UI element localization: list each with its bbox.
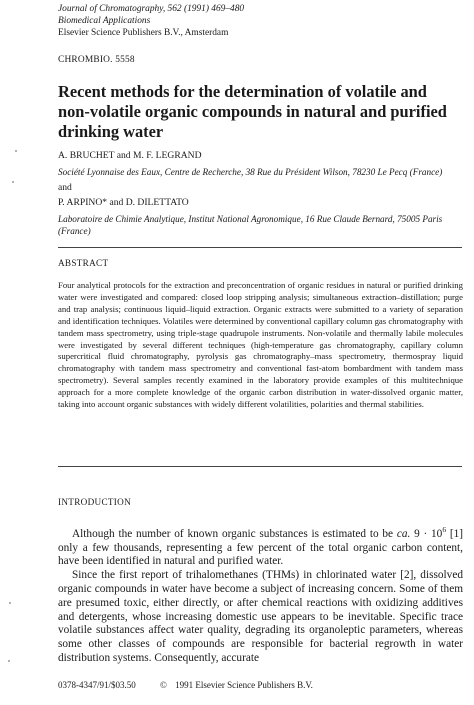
affiliation-secondary: Laboratoire de Chimie Analytique, Institut National Agronomique, 16 Rue Claude Bernard, 75005 Paris (France)	[58, 214, 443, 236]
introduction-body	[58, 523, 463, 666]
authors-secondary: P. ARPINO* and D. DILETTATO	[58, 197, 189, 208]
abstract-end-divider	[58, 466, 462, 467]
scan-speck	[12, 181, 14, 183]
journal-header	[58, 3, 244, 39]
scan-speck	[8, 660, 10, 662]
journal-citation: Journal of Chromatography, 562 (1991) 469–480	[58, 4, 245, 14]
scan-speck	[9, 602, 11, 604]
article-title: Recent methods for the determination of volatile and non-volatile organic compounds in natural and purified drinking water	[58, 82, 447, 141]
journal-section: Biomedical Applications	[58, 16, 151, 26]
intro-p1-exponent: 6	[442, 525, 447, 534]
intro-p1-text-a: Although the number of known organic substances is estimated to be	[72, 527, 397, 540]
intro-paragraph-1	[58, 523, 463, 569]
article-code: CHROMBIO. 5558	[58, 55, 135, 65]
copyright-text: 1991 Elsevier Science Publishers B.V.	[175, 680, 313, 690]
intro-paragraph-2: Since the first report of trihalomethanes (THMs) in chlorinated water [2], dissolved organic compounds in water have become a subject of increasing concern. Some of them are presumed toxic, either directly, or after chemical reactions with oxidizing additives and detergents, whose increasing domestic use appears to be inevitable. Specific trace volatile substances affect water quality, degrading its organoleptic parameters, whereas some other classes of compounds are responsible for bacterial regrowth in water distribution systems. Consequently, accurate	[58, 569, 463, 664]
copyright-icon: ©	[160, 680, 167, 690]
scan-speck	[15, 150, 17, 152]
authors-conjunction: and	[58, 182, 72, 193]
abstract-body: Four analytical protocols for the extraction and preconcentration of organic residues in natural or purified drinking water were investigated and compared: closed loop stripping analysis; simultaneous extraction–distillation; purge and trap analysis; continuous liquid–liquid extraction. Organic extracts were submitted to a variety of separation and identification techniques. Volatiles were determined by conventional capillary column gas chromatography with tandem mass spectrometry, using triple-stage quadrupole instruments. Non-volatile and thermally labile molecules were investigated by several different techniques (high-temperature gas chromatography, capillary column supercritical fluid chromatography, pyrolysis gas chromatography–mass spectrometry, thermospray liquid chromatography with tandem mass spectrometry and conventional fast-atom bombardment with tandem mass spectrometry). Several samples recently examined in the laboratory provide examples of this multitechnique approach for a more complete knowledge of the organic carbon distribution in water-dissolved organic matter, taking into account organic substances with widely different volatilities, polarities and thermal stabilities.	[58, 280, 463, 410]
intro-p1-circa: ca.	[396, 527, 411, 540]
authors-primary: A. BRUCHET and M. F. LEGRAND	[58, 150, 202, 161]
footer-line	[58, 680, 313, 690]
issn-code: 0378-4347/91/$03.50	[58, 680, 136, 690]
affiliation-primary: Société Lyonnaise des Eaux, Centre de Recherche, 38 Rue du Président Wilson, 78230 Le Pecq (France)	[58, 167, 443, 177]
intro-p1-number: 9 · 10	[414, 527, 443, 540]
intro-p1-text-b: [1] only a few thousands, representing a few percent of the total organic carbon content, have been identified in natural and purified water.	[58, 527, 463, 568]
abstract-heading: ABSTRACT	[58, 258, 109, 268]
introduction-heading: INTRODUCTION	[58, 497, 132, 507]
abstract-divider	[58, 247, 462, 248]
publisher-line: Elsevier Science Publishers B.V., Amsterdam	[58, 28, 229, 38]
